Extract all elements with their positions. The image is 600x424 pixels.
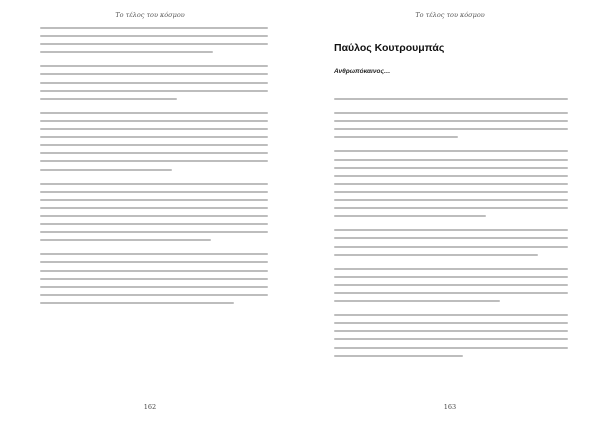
text-line [334,276,568,278]
text-line [40,239,211,241]
text-line [40,191,268,193]
text-line [334,284,568,286]
text-line [334,254,538,256]
text-line [334,268,568,270]
text-line [334,128,568,130]
text-line [334,215,486,217]
text-line [334,237,568,239]
text-line [40,231,268,233]
text-line [40,160,268,162]
text-line [40,286,268,288]
body-text-left [40,27,268,310]
text-line [40,215,268,217]
text-line [334,355,463,357]
text-line [40,136,268,138]
text-line [40,294,268,296]
paragraph-gap [40,106,268,112]
text-line [40,51,213,53]
text-line [40,73,268,75]
text-line [40,120,268,122]
text-line [40,82,268,84]
text-line [334,150,568,152]
text-line [334,322,568,324]
text-line [40,90,268,92]
page-number-right: 163 [443,403,457,411]
text-line [40,302,234,304]
text-line [40,183,268,185]
right-page [300,0,600,424]
text-line [334,191,568,193]
body-text-right [334,98,568,363]
text-line [40,270,268,272]
text-line [334,167,568,169]
text-line [334,136,458,138]
text-line [334,120,568,122]
text-line [40,112,268,114]
text-line [40,43,268,45]
paragraph-gap [40,177,268,183]
text-line [334,159,568,161]
text-line [40,35,268,37]
text-line [334,199,568,201]
paragraph-gap [334,262,568,268]
text-line [40,169,172,171]
text-line [334,292,568,294]
text-line [334,98,568,100]
running-head-left: Το τέλος του κόσμου [115,11,185,19]
text-line [40,27,268,29]
text-line [40,144,268,146]
page-number-left: 162 [143,403,157,411]
chapter-subtitle: Ανθρωπόκαινος… [334,68,391,75]
text-line [334,347,568,349]
text-line [334,338,568,340]
text-line [40,199,268,201]
text-line [334,207,568,209]
text-line [40,152,268,154]
text-line [334,183,568,185]
text-line [40,65,268,67]
text-line [334,175,568,177]
chapter-title: Παύλος Κουτρουμπάς [334,42,445,54]
text-line [40,128,268,130]
text-line [334,314,568,316]
text-line [334,300,500,302]
text-line [334,246,568,248]
text-line [334,330,568,332]
text-line [40,207,268,209]
text-line [40,278,268,280]
text-line [40,223,268,225]
text-line [334,229,568,231]
text-line [334,112,568,114]
running-head-right: Το τέλος του κόσμου [415,11,485,19]
text-line [40,98,177,100]
text-line [40,261,268,263]
text-line [40,253,268,255]
